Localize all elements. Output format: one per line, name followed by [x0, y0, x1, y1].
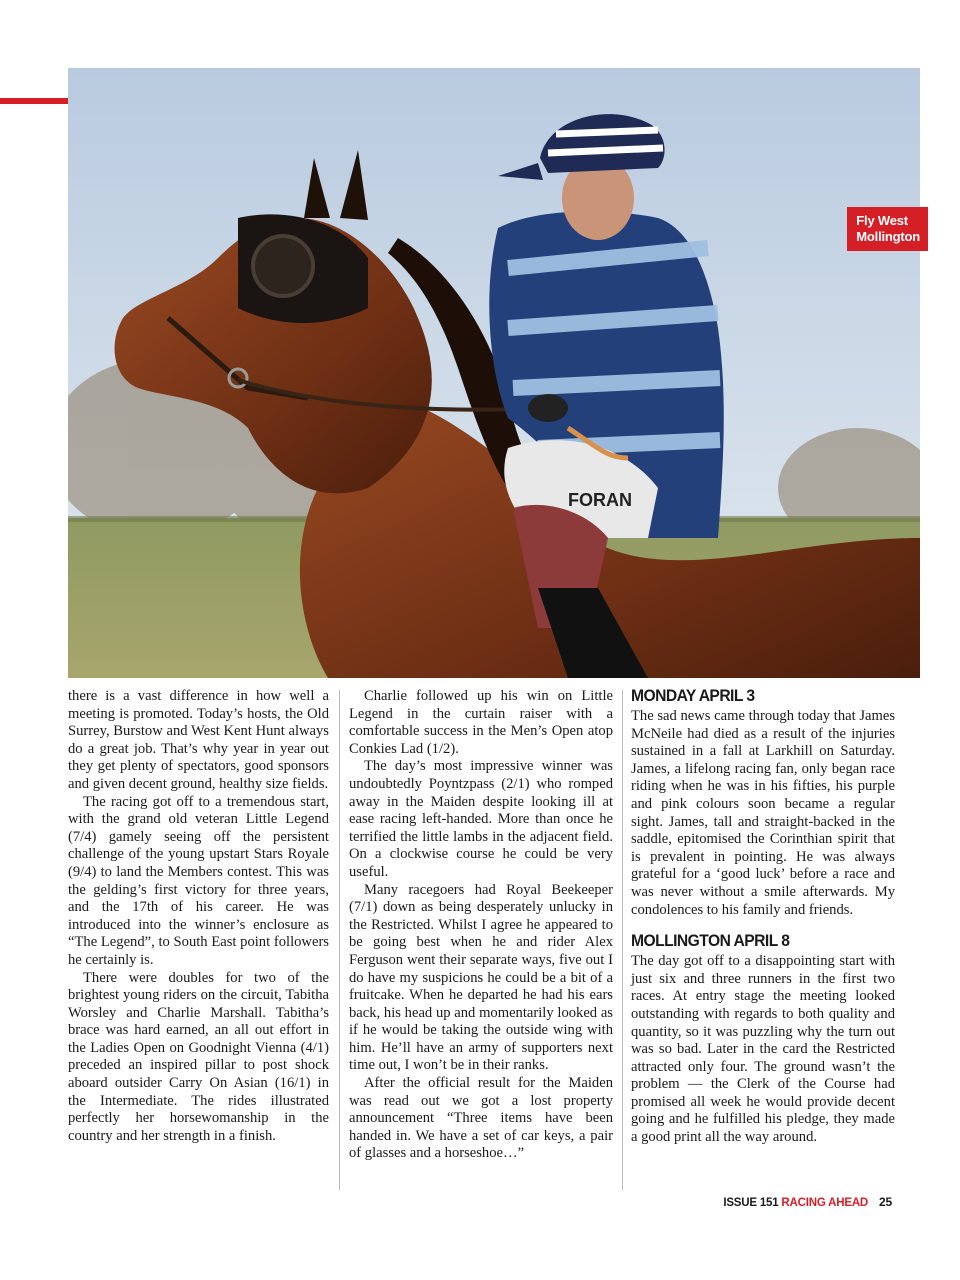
photo-caption [847, 207, 928, 251]
section-heading-monday: MONDAY APRIL 3 [631, 686, 755, 705]
paragraph: The day got off to a disappointing start with just six and three runners in the first two races. At entry stage the meeting looked outstanding with regards to both quality and quantity, so it was puzzling why the turn out was so bad. Later in the card the Restricted attracted only four. The ground wasn’t the problem — the Clerk of the Course had promised all week he would provide decent going and he fulfilled his pledge, they made a good print all the way around. [631, 953, 895, 1146]
column-divider [339, 690, 340, 1190]
column-divider [622, 690, 623, 1190]
silks-lettering: FORAN [568, 490, 632, 510]
article-column-1 [68, 688, 329, 1145]
paragraph: The racing got off to a tremendous start, with the grand old veteran Little Legend (7/4) gamely seeing off the persistent challenge of the young upstart Stars Royale (9/4) to land the Members contest. This was the gelding’s first victory for three years, and the 17th of his career. He was introduced into the winner’s enclosure as “The Legend”, to South East point followers he certainly is. [68, 793, 329, 968]
magazine-name: RACING AHEAD [781, 1197, 869, 1209]
caption-line-2: Mollington [856, 229, 920, 244]
section-heading-mollington: MOLLINGTON APRIL 8 [631, 931, 790, 951]
paragraph: After the official result for the Maiden was read out we got a lost property announcement “Three items have been handed in. We have a set of car keys, a pair of glasses and a horseshoe…” [349, 1075, 613, 1162]
photo-illustration [68, 68, 920, 678]
issue-number: ISSUE 151 [723, 1197, 779, 1209]
paragraph: There were doubles for two of the brightest young riders on the circuit, Tabitha Worsley and Charlie Marshall. Tabitha’s brace was hard earned, an all out effort in the Ladies Open on Goodnight Vienna (4/1) preceded an inspired pillar to post shock aboard outsider Carry On Asian (16/1) in the Intermediate. The rides illustrated perfectly her horsewomanship in the country and her strength in a finish. [68, 969, 329, 1144]
horse-and-jockey-photo [68, 68, 920, 678]
paragraph: there is a vast difference in how well a meeting is promoted. Today’s hosts, the Old Surrey, Burstow and West Kent Hunt always do a great job. That’s why year in year out they get plenty of spectators, good sponsors and given decent ground, healthy size fields. [68, 688, 329, 792]
page-number: 25 [879, 1195, 892, 1209]
section-accent-bar [0, 98, 68, 104]
article-column-3 [631, 686, 895, 1147]
paragraph: The sad news came through today that James McNeile had died as a result of the injuries sustained in a fall at Larkhill on Saturday. James, a lifelong racing fan, only began race riding when he was in his fifties, his purple and pink colours soon became a regular sight. James, tall and straight-backed in the saddle, epitomised the Corinthian spirit that is prevalent in pointing. He was always grateful for a ‘good luck’ before a race and was never without a smile afterwards. My condolences to his family and friends. [631, 708, 895, 918]
article-column-2 [349, 688, 613, 1163]
caption-line-1: Fly West [856, 213, 908, 228]
paragraph: The day’s most impressive winner was undoubtedly Poyntzpass (2/1) who romped away in the Maiden despite looking ill at ease racing left-handed. More than once he terrified the little lambs in the adjacent field. On a clockwise course he could be very useful. [349, 758, 613, 880]
paragraph: Charlie followed up his win on Little Legend in the curtain raiser with a comfortable success in the Men’s Open atop Conkies Lad (1/2). [349, 688, 613, 757]
page-footer [723, 1195, 892, 1209]
paragraph: Many racegoers had Royal Beekeeper (7/1) down as being desperately unlucky in the Restricted. Whilst I agree he appeared to be going best when he and rider Alex Ferguson went their separate ways, five out I do have my suspicions he could be a bit of a fruitcake. When he departed he had his ears back, his head up and momentarily looked as if he would be taking the outside wing with him. He’ll have an army of supporters next time out, I won’t be in their ranks. [349, 881, 613, 1074]
